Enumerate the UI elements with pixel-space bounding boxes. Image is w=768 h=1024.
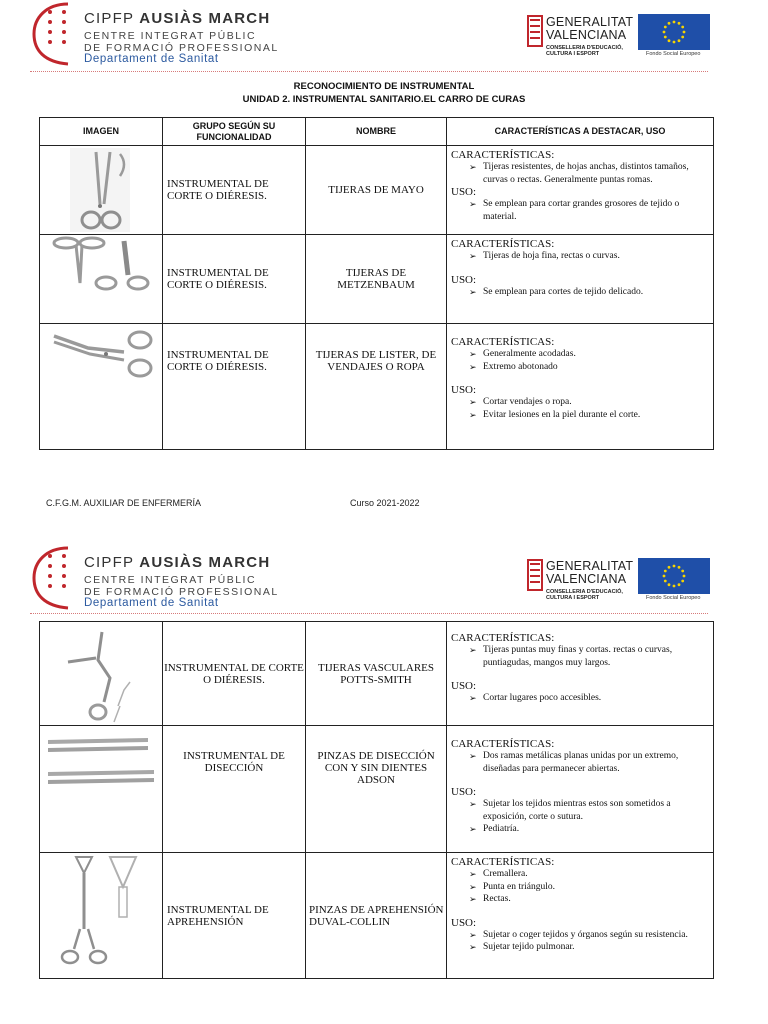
caracteristicas-list	[451, 750, 709, 775]
duval-collin-forceps-image	[40, 853, 163, 979]
gva-conselleria-2: CULTURA I ESPORT	[546, 595, 600, 601]
cipfp-logo-icon	[28, 544, 74, 610]
header-caracteristicas: CARACTERÍSTICAS A DESTACAR, USO	[447, 118, 714, 146]
eu-flag-icon	[638, 558, 710, 594]
list-item: ➢ Cortar vendajes o ropa.	[469, 396, 709, 409]
list-item: ➢ Generalmente acodadas.	[469, 348, 709, 361]
table-row	[40, 853, 714, 979]
grupo-cell: INSTRUMENTAL DE CORTE O DIÉRESIS.	[163, 146, 306, 235]
uso-list	[451, 692, 709, 705]
uso-list	[451, 396, 709, 421]
list-item: ➢ Se emplean para cortar grandes grosores de tejido o material.	[469, 198, 709, 223]
document-title: RECONOCIMIENTO DE INSTRUMENTAL	[293, 81, 475, 92]
gva-name-1: GENERALITAT	[546, 559, 634, 573]
list-item: ➢ Dos ramas metálicas planas unidas por un extremo, diseñadas para permanecer abiertas.	[469, 750, 709, 775]
grupo-cell: INSTRUMENTAL DE APREHENSIÓN	[163, 853, 306, 979]
caracteristicas-cell	[447, 324, 714, 450]
table-row	[40, 726, 714, 853]
gva-emblem-icon	[526, 558, 544, 592]
mayo-scissors-image	[40, 146, 163, 235]
gva-name-2: VALENCIANA	[546, 572, 627, 586]
school-subtitle-1: CENTRE INTEGRAT PÚBLIC	[84, 30, 257, 42]
caracteristicas-list	[451, 250, 709, 263]
adson-forceps-image	[40, 726, 163, 853]
lister-scissors-image	[40, 324, 163, 450]
caracteristicas-cell	[447, 235, 714, 324]
eu-caption: Fondo Social Europeo	[646, 595, 701, 601]
school-subtitle-2: DE FORMACIÓ PROFESSIONAL	[84, 42, 279, 54]
list-item: ➢ Sujetar los tejidos mientras estos son sometidos a exposición, corte o sutura.	[469, 798, 709, 823]
caracteristicas-cell	[447, 622, 714, 726]
caracteristicas-cell	[447, 726, 714, 853]
list-item: ➢ Extremo abotonado	[469, 361, 709, 374]
eu-caption: Fondo Social Europeo	[646, 51, 701, 57]
list-item: ➢ Tijeras resistentes, de hojas anchas, distintos tamaños, curvas o rectas. Generalmente puntas romas.	[469, 161, 709, 186]
list-item: ➢ Cremallera.	[469, 868, 709, 881]
grupo-cell: INSTRUMENTAL DE CORTE O DIÉRESIS.	[163, 235, 306, 324]
grupo-cell: INSTRUMENTAL DE DISECCIÓN	[163, 726, 306, 853]
caracteristicas-cell	[447, 146, 714, 235]
list-item: ➢ Sujetar o coger tejidos y órganos según su resistencia.	[469, 929, 709, 942]
caracteristicas-label: CARACTERÍSTICAS:	[451, 632, 555, 644]
eu-flag-icon	[638, 14, 710, 50]
list-item: ➢ Rectas.	[469, 893, 709, 906]
list-item: ➢ Tijeras de hoja fina, rectas o curvas.	[469, 250, 709, 263]
list-item: ➢ Tijeras puntas muy finas y cortas. rectas o curvas, puntiagudas, mangos muy largos.	[469, 644, 709, 669]
table-row	[40, 235, 714, 324]
caracteristicas-label: CARACTERÍSTICAS:	[451, 856, 555, 868]
potts-smith-scissors-image	[40, 622, 163, 726]
header-nombre: NOMBRE	[306, 118, 447, 146]
table-row	[40, 324, 714, 450]
list-item: ➢ Se emplean para cortes de tejido delicado.	[469, 286, 709, 299]
department-name: Departament de Sanitat	[84, 53, 219, 65]
uso-list	[451, 798, 709, 836]
gva-conselleria-1: CONSELLERIA D'EDUCACIÓ,	[546, 589, 623, 595]
caracteristicas-label: CARACTERÍSTICAS:	[451, 238, 555, 250]
grupo-cell: INSTRUMENTAL DE CORTE O DIÉRESIS.	[163, 324, 306, 450]
footer-course-year: Curso 2021-2022	[350, 498, 420, 508]
nombre-cell: PINZAS DE APREHENSIÓN DUVAL-COLLIN	[306, 853, 447, 979]
uso-label: USO:	[451, 680, 477, 692]
list-item: ➢ Punta en triángulo.	[469, 881, 709, 894]
caracteristicas-label: CARACTERÍSTICAS:	[451, 738, 555, 750]
table-row	[40, 146, 714, 235]
caracteristicas-list	[451, 161, 709, 186]
uso-list	[451, 286, 709, 299]
uso-list	[451, 929, 709, 954]
caracteristicas-cell	[447, 853, 714, 979]
header-divider-2	[30, 613, 708, 614]
caracteristicas-list	[451, 868, 709, 906]
school-subtitle-2: DE FORMACIÓ PROFESSIONAL	[84, 586, 279, 598]
caracteristicas-list	[451, 644, 709, 669]
gva-emblem-icon	[526, 14, 544, 48]
uso-label: USO:	[451, 786, 477, 798]
nombre-cell: TIJERAS VASCULARES POTTS-SMITH	[306, 622, 447, 726]
nombre-cell: PINZAS DE DISECCIÓN CON Y SIN DIENTES ADSON	[306, 726, 447, 853]
gva-name-2: VALENCIANA	[546, 28, 627, 42]
nombre-cell: TIJERAS DE MAYO	[306, 146, 447, 235]
list-item: ➢ Cortar lugares poco accesibles.	[469, 692, 709, 705]
metzenbaum-scissors-image	[40, 235, 163, 324]
gva-conselleria-2: CULTURA I ESPORT	[546, 51, 600, 57]
list-item: ➢ Pediatría.	[469, 823, 709, 836]
table-header-row	[40, 118, 714, 146]
list-item: ➢ Sujetar tejido pulmonar.	[469, 941, 709, 954]
header-imagen: IMAGEN	[40, 118, 163, 146]
department-name: Departament de Sanitat	[84, 597, 219, 609]
caracteristicas-list	[451, 348, 709, 373]
uso-list	[451, 198, 709, 223]
uso-label: USO:	[451, 186, 477, 198]
gva-conselleria-1: CONSELLERIA D'EDUCACIÓ,	[546, 45, 623, 51]
page-header-2	[0, 544, 768, 616]
caracteristicas-label: CARACTERÍSTICAS:	[451, 336, 555, 348]
instruments-table-1	[39, 117, 714, 450]
school-name: CIPFP AUSIÀS MARCH	[84, 554, 271, 571]
nombre-cell: TIJERAS DE METZENBAUM	[306, 235, 447, 324]
gva-name-1: GENERALITAT	[546, 15, 634, 29]
list-item: ➢ Evitar lesiones en la piel durante el corte.	[469, 409, 709, 422]
document-subtitle: UNIDAD 2. INSTRUMENTAL SANITARIO.EL CARRO DE CURAS	[242, 94, 526, 105]
header-divider-1	[30, 71, 708, 72]
nombre-cell: TIJERAS DE LISTER, DE VENDAJES O ROPA	[306, 324, 447, 450]
instruments-table-2	[39, 621, 714, 979]
cipfp-logo-icon	[28, 0, 74, 66]
uso-label: USO:	[451, 916, 477, 929]
page-header-1	[0, 0, 768, 72]
caracteristicas-label: CARACTERÍSTICAS:	[451, 149, 555, 161]
school-subtitle-1: CENTRE INTEGRAT PÚBLIC	[84, 574, 257, 586]
header-grupo: GRUPO SEGÚN SU FUNCIONALIDAD	[163, 118, 306, 146]
uso-label: USO:	[451, 273, 477, 286]
uso-label: USO:	[451, 384, 477, 396]
footer-course-name: C.F.G.M. AUXILIAR DE ENFERMERÍA	[46, 498, 202, 508]
table-row	[40, 622, 714, 726]
school-name: CIPFP AUSIÀS MARCH	[84, 10, 271, 27]
grupo-cell: INSTRUMENTAL DE CORTE O DIÉRESIS.	[163, 622, 306, 726]
